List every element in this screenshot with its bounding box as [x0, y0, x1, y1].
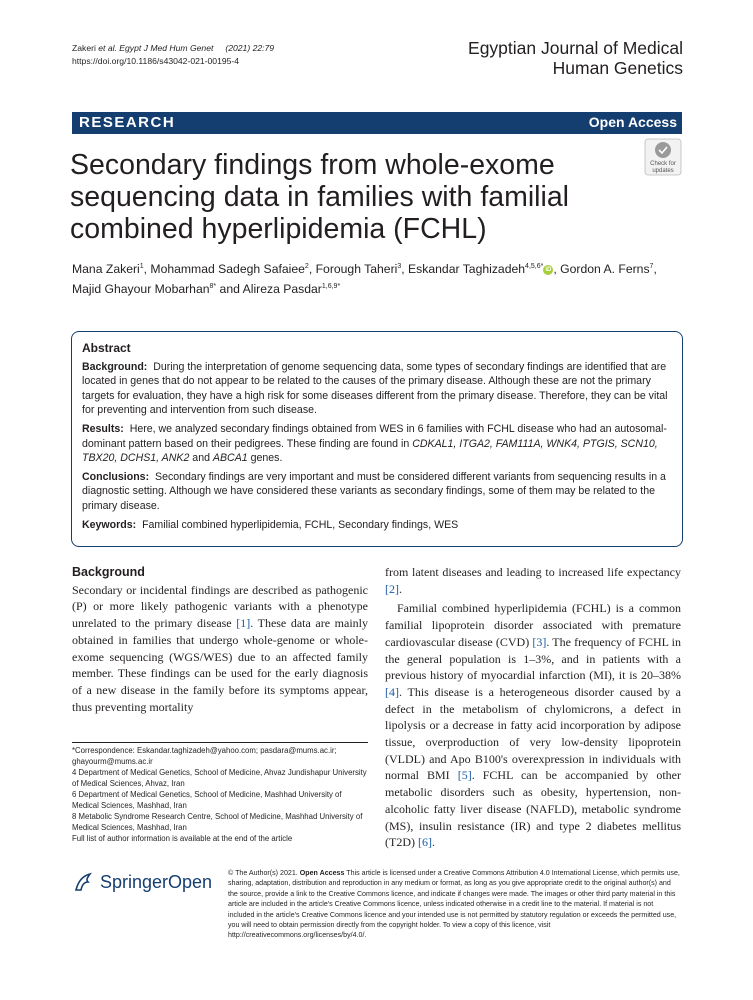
springer-horse-icon [72, 870, 96, 894]
author-affil: 4,5,6* [525, 263, 544, 270]
citation-header [72, 42, 274, 68]
open-access-label: Open Access [588, 114, 677, 130]
abstract-conclusions-text: Secondary findings are very important and must be considered different variants from sequencing results in a diagnostic setting. Although we have considered these variants as secondary findings, some of them may be related to the primary disease. [82, 470, 666, 512]
publisher-name: SpringerOpen [100, 872, 213, 892]
abstract-results-gene-last: ABCA1 [212, 452, 248, 465]
license-body: This article is licensed under a Creative Commons Attribution 4.0 International License, which permits use, sharing, adaptation, distribution and reproduction in any medium or format, as long as you give appropriate credit to the original author(s) and the source, provide a link to the Creative Commons licence, and indicate if changes were made. The images or other third party material in this article are included in the article's Creative Commons licence, unless indicated otherwise in a credit line to the material. If material is not included in the article's Creative Commons licence and your intended use is not permitted by statutory regulation or exceeds the permitted use, you will need to obtain permission directly from the copyright holder. To view a copy of this licence, visit [228, 869, 680, 930]
abstract-conclusions-label: Conclusions: [82, 470, 150, 483]
abstract-results [82, 422, 672, 466]
publisher-logo[interactable] [72, 870, 212, 896]
abstract-keywords [82, 518, 672, 533]
author-name[interactable]: Gordon A. Ferns [560, 262, 650, 277]
paragraph-text: from latent diseases and leading to increased life expectancy [385, 565, 681, 579]
author-name[interactable]: Mana Zakeri [72, 262, 140, 277]
reference-link[interactable]: [2] [385, 581, 399, 596]
abstract-background [82, 360, 672, 418]
paragraph-text: . The frequency of FCHL in the general population is 1–3%, and in patients with a previous history of myocardial infarction (MI), it is 20–38% [385, 634, 682, 683]
author-affil: 1,6,9* [321, 283, 341, 291]
paragraph-text: . These data are mainly obtained in families that undergo whole-genome or whole-exome sequencing (WGS/WES) due to an affected family member. These findings can be used for the early diagnosis of a new disease in the family before its symptoms appear, thus preventing mortality [72, 616, 368, 714]
article-title: Secondary findings from whole-exome sequencing data in families with familial combined hyperlipidemia (FCHL) [70, 149, 570, 245]
author-name[interactable]: Alireza Pasdar [242, 282, 322, 297]
paragraph-text: Familial combined hyperlipidemia (FCHL) is a common familial lipoprotein disorder associated with premature cardiovascular disease (CVD) [385, 601, 681, 649]
keywords-text: Familial combined hyperlipidemia, FCHL, Secondary findings, WES [142, 518, 459, 531]
section-heading-background: Background [72, 565, 145, 579]
reference-link[interactable]: [4] [385, 684, 399, 699]
abstract-results-and: and [189, 452, 213, 465]
license-link[interactable]: http://creativecommons.org/licenses/by/4.0/ [228, 931, 365, 940]
license-text [228, 868, 680, 941]
paragraph [385, 564, 681, 597]
citation-year: (2021) 22:79 [225, 43, 275, 53]
reference-link[interactable]: [6] [418, 835, 432, 850]
footnotes [72, 742, 368, 844]
body-column-right [385, 564, 681, 854]
abstract-background-label: Background: [82, 360, 148, 373]
author-name[interactable]: Eskandar Taghizadeh [408, 262, 526, 277]
authors-and: and [219, 282, 240, 297]
author-info-note: Full list of author information is available at the end of the article [72, 834, 293, 843]
abstract-results-text: Here, we analyzed secondary findings obtained from WES in 6 families with FCHL disease who had an autosomal-dominant pattern based on their pedigrees. These finding are found in [82, 422, 667, 450]
correspondence-note: *Correspondence: Eskandar.taghizadeh@yahoo.com; pasdara@mums.ac.ir; ghayourm@mums.ac.ir [72, 746, 337, 766]
check-updates-icon [644, 138, 682, 176]
orcid-icon[interactable]: iD [545, 266, 552, 273]
citation-author: Zakeri [72, 43, 99, 53]
author-affil: 8* [209, 283, 217, 291]
check-updates-line1: Check for [650, 161, 676, 167]
author-affil: 1 [139, 263, 144, 270]
article-type-bar [72, 112, 682, 134]
abstract-results-label: Results: [82, 422, 124, 435]
author-affil: 7 [649, 263, 654, 270]
paragraph-text: Secondary or incidental findings are described as pathogenic (P) or more likely pathogenic variants with a phenotype unrelated to the primary disease [72, 582, 368, 631]
paragraph-text: . FCHL can be accompanied by other metabolic disorders such as obesity, hypertension, non-alcoholic fatty liver disease (NAFLD), metabolic syndrome (MS), insulin resistance (IR) and type 2 diabetes mellitus (T2D) [385, 768, 681, 850]
affiliation-note: 4 Department of Medical Genetics, School of Medicine, Ahvaz Jundishapur University of Medical Sciences, Ahvaz, Iran [72, 768, 367, 788]
author-affil: 2 [304, 263, 309, 270]
article-type-label: RESEARCH [79, 114, 176, 131]
license-end: . [364, 931, 367, 940]
abstract-conclusions [82, 470, 672, 514]
abstract-results-post: genes. [247, 452, 283, 465]
author-name[interactable]: Forough Taheri [315, 262, 398, 277]
keywords-label: Keywords: [82, 518, 137, 531]
journal-name-line2: Human Genetics [552, 58, 683, 78]
author-name[interactable]: Majid Ghayour Mobarhan [72, 282, 210, 297]
paragraph-text: . [399, 581, 402, 596]
paragraph-text: . [432, 835, 435, 850]
author-list: Mana Zakeri$^1$, Mohammad Sadegh Safaiee$^2$, Forough Taheri$^3$, Eskandar Taghizadeh$^{4,5,6*}$ iD , Gordon A. Ferns$^7$, Majid Ghayour Mobarhan$^{8*}$ and Alireza Pasdar$^{1,6,9*}$ [72, 262, 657, 297]
journal-name-line1: Egyptian Journal of Medical [468, 38, 683, 58]
affiliation-note: 8 Metabolic Syndrome Research Centre, School of Medicine, Mashhad University of Medical Sciences, Mashhad, Iran [72, 812, 363, 832]
paragraph [72, 582, 368, 716]
reference-link[interactable]: [5] [457, 768, 472, 783]
body-column-left [72, 564, 368, 715]
affiliation-note: 6 Department of Medical Genetics, School of Medicine, Mashhad University of Medical Sciences, Mashhad, Iran [72, 790, 342, 810]
paragraph [385, 600, 681, 851]
reference-link[interactable]: [3] [532, 634, 547, 649]
author-affil: 3 [397, 263, 402, 270]
author-name[interactable]: Mohammad Sadegh Safaiee [150, 262, 305, 277]
journal-name [468, 38, 683, 78]
license-prefix: © The Author(s) 2021. [228, 869, 298, 877]
check-for-updates-badge[interactable] [644, 138, 682, 176]
license-open-access: Open Access [299, 869, 345, 877]
abstract-background-text: During the interpretation of genome sequencing data, some types of secondary findings are identified that are located in genes that do not appear to be related to the causes of the primary disease. Although these are not the primary targets for evaluation, they have a high risk for some diseases different from the primary disease. Therefore, they can be vital for preventing and intervention from such disease. [82, 360, 668, 417]
check-updates-line2: updates [652, 168, 674, 174]
reference-link[interactable]: [1] [236, 616, 251, 631]
doi-link[interactable]: https://doi.org/10.1186/s43042-021-00195-4 [72, 56, 240, 66]
citation-journal: et al. Egypt J Med Hum Genet [98, 43, 214, 53]
paragraph-text: . This disease is a heterogeneous disorder caused by a defect in the metabolism of chylomicrons, a defect in lipolysis or a decrease in fatty acid incorporation by adipose tissue, overproduction of very low-density lipoprotein (VLDL) and Apo B100's overexpression in individuals with normal BMI [385, 684, 681, 783]
abstract-heading: Abstract [82, 341, 131, 355]
abstract-box [71, 331, 683, 547]
abstract-results-genes: CDKAL1, ITGA2, FAM111A, WNK4, PTGIS, SCN10, TBX20, DCHS1, ANK2 [82, 437, 658, 465]
